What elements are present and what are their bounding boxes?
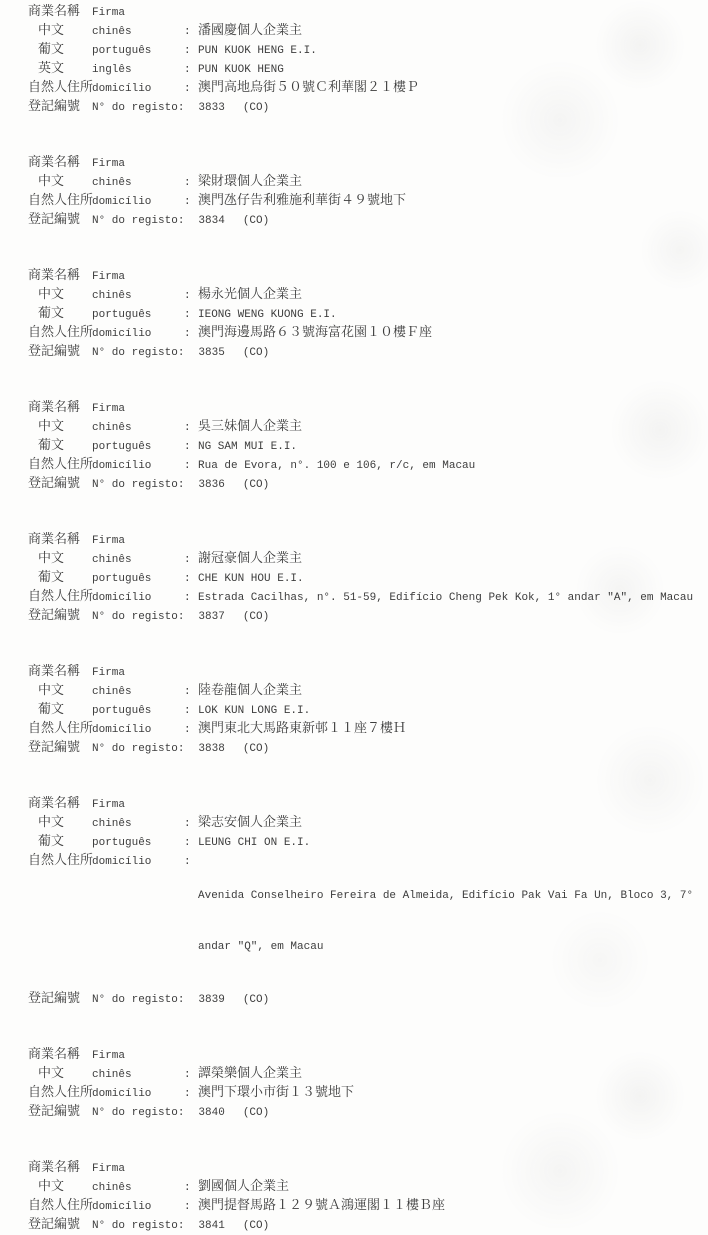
firm-header-row <box>28 399 708 418</box>
english-label-pt: inglês <box>92 64 132 76</box>
firm-label-zh: 商業名稱 <box>28 664 81 679</box>
separator-colon: : <box>184 554 191 566</box>
separator-colon: : <box>184 592 191 604</box>
firm-header-row <box>28 3 708 22</box>
chinese-name-value: 陸卷龍個人企業主 <box>198 683 303 698</box>
portuguese-name-row <box>28 833 708 852</box>
address-label-pt: domicílio <box>92 1088 152 1100</box>
chinese-name-value: 潘國慶個人企業主 <box>198 23 303 38</box>
address-line-1: Avenida Conselheiro Fereira de Almeida, Edifício Pak Vai Fa Un, Bloco 3, 7° <box>198 890 694 902</box>
address-row <box>28 79 708 98</box>
registry-entry-3839 <box>28 795 708 1009</box>
registry-entry-3833 <box>28 3 708 117</box>
address-value: 澳門提督馬路１２９號Ａ鴻運閣１１樓Ｂ座 <box>198 1198 446 1213</box>
address-row <box>28 324 708 343</box>
chinese-name-value: 謝冠豪個人企業主 <box>198 551 303 566</box>
chinese-name-value: 吳三妹個人企業主 <box>198 419 303 434</box>
separator-colon: : <box>184 856 191 868</box>
portuguese-label-pt: português <box>92 45 152 57</box>
address-label-zh: 自然人住所 <box>28 193 94 208</box>
chinese-name-value: 譚榮樂個人企業主 <box>198 1066 303 1081</box>
registration-label-zh: 登記編號 <box>28 1217 81 1232</box>
portuguese-name-row <box>28 569 708 588</box>
separator-colon: : <box>184 328 191 340</box>
chinese-label-zh: 中文 <box>38 23 65 38</box>
address-label-zh: 自然人住所 <box>28 1085 94 1100</box>
address-label-zh: 自然人住所 <box>28 853 94 868</box>
firm-label-pt: Firma <box>92 535 126 547</box>
registration-label-zh: 登記編號 <box>28 99 81 114</box>
chinese-label-pt: chinês <box>92 554 132 566</box>
registration-number: 3840 <box>198 1107 225 1119</box>
address-label-pt: domicílio <box>92 196 152 208</box>
address-value: Estrada Cacilhas, n°. 51-59, Edifício Cheng Pek Kok, 1° andar "A", em Macau <box>198 592 694 604</box>
registration-row <box>28 98 708 117</box>
address-row <box>28 588 708 607</box>
registration-number: 3834 <box>198 215 225 227</box>
address-label-pt: domicílio <box>92 328 152 340</box>
portuguese-name-value: LEUNG CHI ON E.I. <box>198 837 311 849</box>
chinese-name-value: 楊永光個人企業主 <box>198 287 303 302</box>
separator-colon: : <box>184 1201 191 1213</box>
registration-label-zh: 登記編號 <box>28 344 81 359</box>
separator-colon: : <box>184 705 191 717</box>
firm-header-row <box>28 663 708 682</box>
chinese-name-value: 梁財環個人企業主 <box>198 174 303 189</box>
chinese-label-zh: 中文 <box>38 174 65 189</box>
address-row <box>28 456 708 475</box>
portuguese-label-zh: 葡文 <box>38 438 65 453</box>
separator-colon: : <box>184 441 191 453</box>
address-label-pt: domicílio <box>92 460 152 472</box>
registration-number: 3839 <box>198 994 225 1006</box>
portuguese-label-pt: português <box>92 705 152 717</box>
registration-label-zh: 登記編號 <box>28 991 81 1006</box>
separator-colon: : <box>184 1182 191 1194</box>
registration-type: (CO) <box>242 1220 270 1232</box>
registration-label-pt: N° do registo: <box>92 215 185 227</box>
firm-label-pt: Firma <box>92 7 126 19</box>
address-label-pt: domicílio <box>92 592 152 604</box>
registry-entry-3835 <box>28 267 708 362</box>
portuguese-name-value: CHE KUN HOU E.I. <box>198 573 304 585</box>
registration-number: 3841 <box>198 1220 225 1232</box>
registration-number: 3836 <box>198 479 225 491</box>
separator-colon: : <box>184 837 191 849</box>
address-row <box>28 1197 708 1216</box>
portuguese-name-value: LOK KUN LONG E.I. <box>198 705 311 717</box>
chinese-name-row <box>28 1178 708 1197</box>
firm-label-zh: 商業名稱 <box>28 155 81 170</box>
registration-type: (CO) <box>242 611 270 623</box>
portuguese-label-zh: 葡文 <box>38 42 65 57</box>
registration-label-pt: N° do registo: <box>92 1220 185 1232</box>
chinese-label-zh: 中文 <box>38 551 65 566</box>
registration-label-pt: N° do registo: <box>92 611 185 623</box>
chinese-label-pt: chinês <box>92 1069 132 1081</box>
firm-header-row <box>28 795 708 814</box>
chinese-label-pt: chinês <box>92 422 132 434</box>
english-name-value: PUN KUOK HENG <box>198 64 284 76</box>
registration-row <box>28 990 708 1009</box>
chinese-label-pt: chinês <box>92 290 132 302</box>
address-value <box>198 854 708 990</box>
registration-row <box>28 343 708 362</box>
separator-colon: : <box>184 724 191 736</box>
registration-row <box>28 607 708 626</box>
registration-label-zh: 登記編號 <box>28 1104 81 1119</box>
registry-entry-3836 <box>28 399 708 494</box>
firm-label-pt: Firma <box>92 403 126 415</box>
registration-row <box>28 739 708 758</box>
registration-number: 3837 <box>198 611 225 623</box>
separator-colon: : <box>184 45 191 57</box>
firm-label-zh: 商業名稱 <box>28 532 81 547</box>
registration-label-pt: N° do registo: <box>92 479 185 491</box>
address-label-zh: 自然人住所 <box>28 1198 94 1213</box>
address-value: 澳門下環小市街１３號地下 <box>198 1085 355 1100</box>
registration-label-pt: N° do registo: <box>92 102 185 114</box>
registration-type: (CO) <box>242 1107 270 1119</box>
registration-label-pt: N° do registo: <box>92 743 185 755</box>
portuguese-label-zh: 葡文 <box>38 306 65 321</box>
registration-row <box>28 1216 708 1235</box>
registration-number: 3835 <box>198 347 225 359</box>
address-value: 澳門海邊馬路６３號海富花園１０樓Ｆ座 <box>198 325 433 340</box>
separator-colon: : <box>184 422 191 434</box>
chinese-label-pt: chinês <box>92 686 132 698</box>
chinese-name-row <box>28 1065 708 1084</box>
address-row <box>28 852 708 990</box>
registration-label-pt: N° do registo: <box>92 994 185 1006</box>
chinese-label-pt: chinês <box>92 1182 132 1194</box>
separator-colon: : <box>184 177 191 189</box>
firm-label-zh: 商業名稱 <box>28 796 81 811</box>
firm-label-zh: 商業名稱 <box>28 1047 81 1062</box>
portuguese-label-pt: português <box>92 309 152 321</box>
firm-label-pt: Firma <box>92 158 126 170</box>
chinese-name-row <box>28 814 708 833</box>
chinese-name-value: 梁志安個人企業主 <box>198 815 303 830</box>
portuguese-name-row <box>28 41 708 60</box>
address-label-pt: domicílio <box>92 856 152 868</box>
separator-colon: : <box>184 1088 191 1100</box>
registration-label-pt: N° do registo: <box>92 1107 185 1119</box>
portuguese-name-row <box>28 701 708 720</box>
portuguese-label-pt: português <box>92 573 152 585</box>
address-label-pt: domicílio <box>92 724 152 736</box>
chinese-label-pt: chinês <box>92 818 132 830</box>
portuguese-name-row <box>28 437 708 456</box>
firm-header-row <box>28 267 708 286</box>
chinese-name-row <box>28 550 708 569</box>
registration-type: (CO) <box>242 994 270 1006</box>
firm-header-row <box>28 1046 708 1065</box>
address-value: 澳門東北大馬路東新邨１１座７樓Ｈ <box>198 721 407 736</box>
chinese-label-zh: 中文 <box>38 1066 65 1081</box>
firm-header-row <box>28 531 708 550</box>
address-row <box>28 1084 708 1103</box>
address-label-zh: 自然人住所 <box>28 721 94 736</box>
chinese-label-pt: chinês <box>92 26 132 38</box>
chinese-label-pt: chinês <box>92 177 132 189</box>
firm-label-zh: 商業名稱 <box>28 268 81 283</box>
registration-type: (CO) <box>242 347 270 359</box>
chinese-name-row <box>28 22 708 41</box>
firm-label-zh: 商業名稱 <box>28 1160 81 1175</box>
firm-label-pt: Firma <box>92 667 126 679</box>
registration-type: (CO) <box>242 215 270 227</box>
registration-type: (CO) <box>242 479 270 491</box>
separator-colon: : <box>184 686 191 698</box>
separator-colon: : <box>184 460 191 472</box>
address-label-pt: domicílio <box>92 1201 152 1213</box>
portuguese-label-zh: 葡文 <box>38 834 65 849</box>
chinese-name-row <box>28 418 708 437</box>
chinese-name-row <box>28 286 708 305</box>
registration-row <box>28 211 708 230</box>
address-value: 澳門高地烏街５０號Ｃ利華閣２１樓Ｐ <box>198 80 420 95</box>
registration-label-zh: 登記編號 <box>28 740 81 755</box>
portuguese-label-pt: português <box>92 441 152 453</box>
portuguese-name-row <box>28 305 708 324</box>
separator-colon: : <box>184 818 191 830</box>
firm-header-row <box>28 154 708 173</box>
portuguese-name-value: PUN KUOK HENG E.I. <box>198 45 317 57</box>
firm-label-pt: Firma <box>92 799 126 811</box>
chinese-label-zh: 中文 <box>38 683 65 698</box>
registration-label-pt: N° do registo: <box>92 347 185 359</box>
separator-colon: : <box>184 26 191 38</box>
separator-colon: : <box>184 64 191 76</box>
address-value: 澳門氹仔告利雅施利華街４９號地下 <box>198 193 407 208</box>
address-label-zh: 自然人住所 <box>28 325 94 340</box>
address-value: Rua de Evora, n°. 100 e 106, r/c, em Macau <box>198 460 476 472</box>
portuguese-label-pt: português <box>92 837 152 849</box>
registration-row <box>28 475 708 494</box>
registration-type: (CO) <box>242 743 270 755</box>
registry-entry-3837 <box>28 531 708 626</box>
registration-row <box>28 1103 708 1122</box>
separator-colon: : <box>184 196 191 208</box>
portuguese-label-zh: 葡文 <box>38 570 65 585</box>
chinese-label-zh: 中文 <box>38 1179 65 1194</box>
registry-entry-3840 <box>28 1046 708 1122</box>
registration-type: (CO) <box>242 102 270 114</box>
registry-entry-3838 <box>28 663 708 758</box>
address-label-pt: domicílio <box>92 83 152 95</box>
firm-label-pt: Firma <box>92 1050 126 1062</box>
portuguese-label-zh: 葡文 <box>38 702 65 717</box>
chinese-label-zh: 中文 <box>38 815 65 830</box>
firm-label-pt: Firma <box>92 1163 126 1175</box>
registry-entry-3834 <box>28 154 708 230</box>
chinese-label-zh: 中文 <box>38 287 65 302</box>
address-row <box>28 720 708 739</box>
english-name-row <box>28 60 708 79</box>
registry-entry-3841 <box>28 1159 708 1235</box>
chinese-label-zh: 中文 <box>38 419 65 434</box>
address-label-zh: 自然人住所 <box>28 80 94 95</box>
firm-header-row <box>28 1159 708 1178</box>
firm-label-pt: Firma <box>92 271 126 283</box>
chinese-name-value: 劉國個人企業主 <box>198 1179 290 1194</box>
chinese-name-row <box>28 173 708 192</box>
firm-label-zh: 商業名稱 <box>28 4 81 19</box>
separator-colon: : <box>184 1069 191 1081</box>
registration-label-zh: 登記編號 <box>28 608 81 623</box>
english-label-zh: 英文 <box>38 61 65 76</box>
portuguese-name-value: NG SAM MUI E.I. <box>198 441 298 453</box>
registration-number: 3838 <box>198 743 225 755</box>
portuguese-name-value: IEONG WENG KUONG E.I. <box>198 309 337 321</box>
separator-colon: : <box>184 83 191 95</box>
address-line-2: andar "Q", em Macau <box>198 941 324 953</box>
separator-colon: : <box>184 573 191 585</box>
address-label-zh: 自然人住所 <box>28 589 94 604</box>
registration-number: 3833 <box>198 102 225 114</box>
registration-label-zh: 登記編號 <box>28 476 81 491</box>
separator-colon: : <box>184 309 191 321</box>
separator-colon: : <box>184 290 191 302</box>
registration-label-zh: 登記編號 <box>28 212 81 227</box>
address-row <box>28 192 708 211</box>
address-label-zh: 自然人住所 <box>28 457 94 472</box>
firm-label-zh: 商業名稱 <box>28 400 81 415</box>
chinese-name-row <box>28 682 708 701</box>
